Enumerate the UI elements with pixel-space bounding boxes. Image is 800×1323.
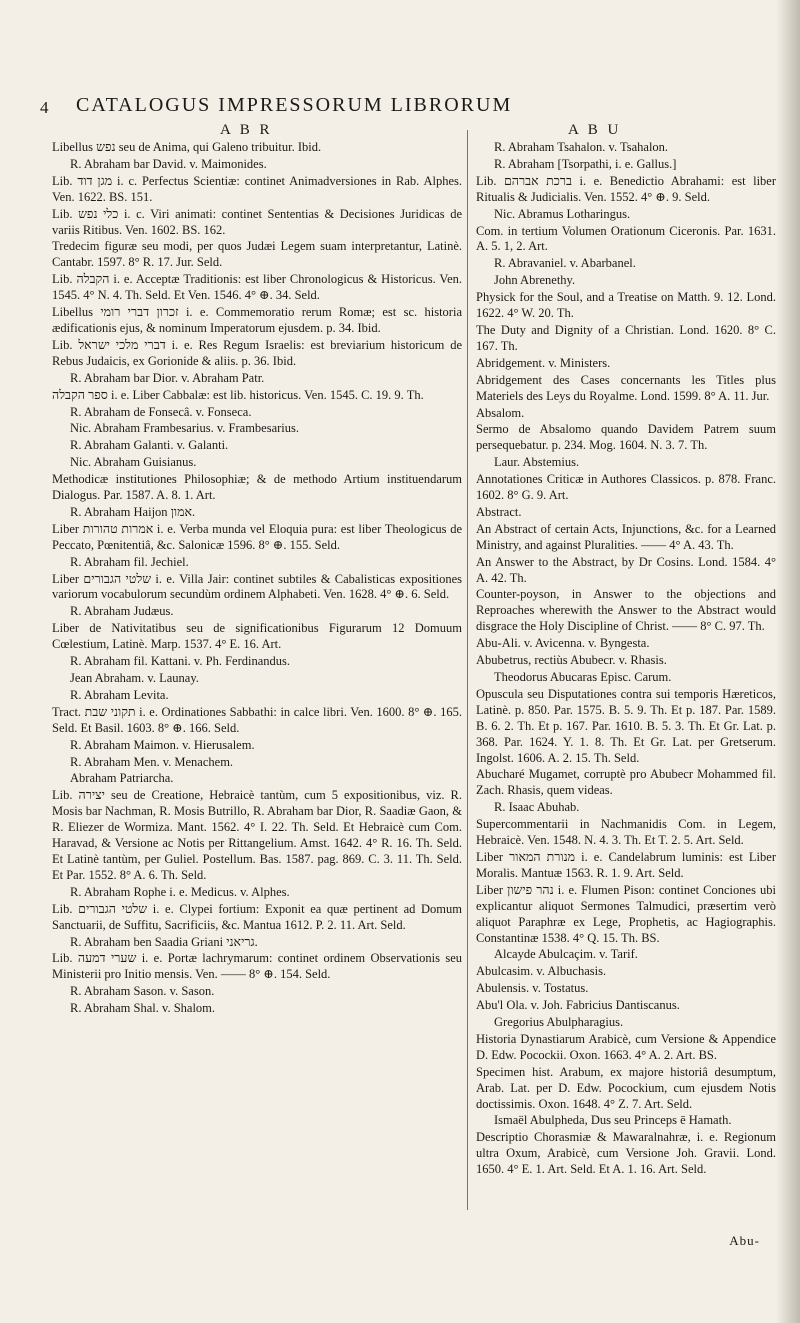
catalogue-entry: Lib. מגן דוד i. c. Perfectus Scientiæ: continet Animadversiones in Rab. Alphes. Ven. 1622. BS. 151. xyxy=(52,173,462,204)
catalogue-entry: John Abrenethy. xyxy=(494,273,576,288)
catalogue-entry: Liber שלטי הגבורים i. e. Villa Jair: continet subtiles & Cabalisticas expositiones variorum vocabulorum secundùm ordinem Alphabeti. Ven. 1628. 4° ⊕. 6. Seld. xyxy=(52,571,463,602)
catalogue-entry: Lib. שערי דמעה i. e. Portæ lachrymarum: continet ordinem Observationis seu Ministerii pro Initio mensis. Ven. —— 8° ⊕. 154. Seld. xyxy=(52,951,462,982)
page-header xyxy=(0,8,800,46)
catalogue-entry: R. Abraham Galanti. v. Galanti. xyxy=(70,438,229,453)
catalogue-entry: R. Abravaniel. v. Abarbanel. xyxy=(494,256,636,271)
catalogue-entry: Abucharé Mugamet, corruptè pro Abubecr Mohammed fil. Zach. Rhasis, quem videas. xyxy=(476,767,776,798)
catalogue-entry: Com. in tertium Volumen Orationum Ciceronis. Par. 1631. A. 5. 1, 2. Art. xyxy=(476,223,776,254)
catalogue-entry: R. Abraham Men. v. Menachem. xyxy=(70,754,234,769)
catalogue-entry: ספר הקבלה i. e. Liber Cabbalæ: est lib. historicus. Ven. 1545. C. 19. 9. Th. xyxy=(52,387,424,402)
catalogue-entry: Annotationes Criticæ in Authores Classicos. p. 878. Franc. 1602. 8° G. 9. Art. xyxy=(476,472,776,503)
catalogue-entry: R. Abraham Maimon. v. Hierusalem. xyxy=(70,737,255,752)
catalogue-entry: Liber de Nativitatibus seu de significationibus Figurarum 12 Domuum Cœlestium, Latinè. Marp. 1537. 4° E. 16. Art. xyxy=(52,621,462,652)
left-column-head: A B R xyxy=(220,122,273,138)
catalogue-entry: R. Abraham Haijon אמון. xyxy=(70,504,196,519)
catalogue-entry: Methodicæ institutiones Philosophiæ; & de methodo Artium instituendarum Dialogus. Par. 1587. A. 8. 1. Art. xyxy=(52,472,462,503)
catalogue-entry: R. Abraham fil. Jechiel. xyxy=(70,554,189,569)
page-number: 4 xyxy=(40,98,49,117)
catalogue-entry: Abu-Ali. v. Avicenna. v. Byngesta. xyxy=(476,636,650,651)
catalogue-entry: R. Abraham bar Dior. v. Abraham Patr. xyxy=(70,370,265,385)
catalogue-entry: Tract. תקוני שבת i. e. Ordinationes Sabbathi: in calce libri. Ven. 1600. 8° ⊕. 165. Seld. Et Basil. 1603. 8° ⊕. 166. Seld. xyxy=(52,704,462,735)
catalogue-entry: R. Abraham [Tsorpathi, i. e. Gallus.] xyxy=(494,156,677,171)
catalogue-entry: Abu'l Ola. v. Joh. Fabricius Dantiscanus. xyxy=(476,998,680,1013)
catalogue-entry: Absalom. xyxy=(476,405,525,420)
catalogue-entry: Nic. Abraham Frambesarius. v. Frambesarius. xyxy=(70,421,299,436)
catalogue-entry: R. Abraham Judæus. xyxy=(70,604,174,619)
catalogue-entry: Historia Dynastiarum Arabicè, cum Versione & Appendice D. Edw. Pocockii. Oxon. 1663. 4° A. 2. Art. BS. xyxy=(476,1031,776,1062)
right-column xyxy=(476,140,776,1179)
catalogue-entry: Libellus זכרון דברי רומי i. e. Commemoratio rerum Romæ; est sc. historia ædificationis ejus, & nominum Imperatorum ejusdem. p. 34. Ibid. xyxy=(52,305,462,335)
column-divider xyxy=(467,130,468,1210)
catalogue-entry: Abridgement. v. Ministers. xyxy=(476,355,611,370)
left-column xyxy=(52,140,462,1018)
catalogue-entry: Gregorius Abulpharagius. xyxy=(494,1015,624,1030)
catalogue-entry: Liber נהר פישון i. e. Flumen Pison: continet Conciones ubi explicantur aliquot Sermones Talmudici, præsertim verò aliquot Paraphræ ex Lege, Prophetis, ac Hagiographis. Constantinæ 1538. 4° Q. 15. Th. BS. xyxy=(476,882,776,945)
catalogue-entry: The Duty and Dignity of a Christian. Lond. 1620. 8° C. 167. Th. xyxy=(476,322,776,353)
catalogue-entry: Nic. Abramus Lotharingus. xyxy=(494,206,631,221)
running-head: CATALOGUS IMPRESSORUM LIBRORUM xyxy=(76,94,513,116)
catalogue-entry: R. Abraham Shal. v. Shalom. xyxy=(70,1001,216,1016)
catalogue-entry: R. Abraham de Fonsecâ. v. Fonseca. xyxy=(70,404,252,419)
catalogue-entry: Descriptio Chorasmiæ & Mawaralnahræ, i. e. Regionum ultra Oxum, Arabicè, cum Versione Joh. Gravii. Lond. 1650. 4° E. 1. Art. Seld. Et A. 1. 16. Art. Seld. xyxy=(476,1130,776,1177)
catalogue-entry: Lib. דברי מלכי ישראל i. e. Res Regum Israelis: est breviarium historicum de Rebus Judaicis, ex Gorionide & aliis. p. 36. Ibid. xyxy=(52,337,462,368)
catalogue-entry: R. Abraham Sason. v. Sason. xyxy=(70,984,215,999)
catalogue-entry: Jean Abraham. v. Launay. xyxy=(70,671,199,685)
catalogue-entry: Abubetrus, rectiùs Abubecr. v. Rhasis. xyxy=(476,653,667,668)
catalogue-entry: Counter-poyson, in Answer to the objections and Reproaches wherewith the Answer to the Abstract would disgrace the Holy Discipline of Christ. —— 8° C. 97. Th. xyxy=(476,587,776,634)
right-column-head: A B U xyxy=(568,122,622,138)
catalogue-entry: R. Abraham Levita. xyxy=(70,687,169,702)
catalogue-entry: R. Isaac Abuhab. xyxy=(494,800,580,815)
catalogue-entry: Opuscula seu Disputationes contra sui temporis Hæreticos, Latinè. p. 850. Par. 1575. B. 5. 9. Th. Et p. 187. Par. 1589. B. 6. 2. Th. Et p. 167. Par. 1610. B. 5. 3. Th. Et Gr. Lat. p. 368. Par. 1624. Y. 1. 8. Th. Et Gr. Lat. per Gretserum. Ingolst. 1606. A. 2. 15. Th. Seld. xyxy=(476,686,776,765)
catalogue-entry: An Answer to the Abstract, by Dr Cosins. Lond. 1584. 4° A. 42. Th. xyxy=(476,554,776,585)
catalogue-entry: R. Abraham bar David. v. Maimonides. xyxy=(70,156,267,171)
catalogue-entry: Lib. שלטי הגבורים i. e. Clypei fortium: Exponit ea quæ pertinent ad Domum Sanctuarii, de Suffitu, Sacrificiis, &c. Mantua 1612. P. 2. 11. Art. Seld. xyxy=(52,901,463,932)
catalogue-entry: Sermo de Absalomo quando Davidem Patrem suum persequebatur. p. 234. Mog. 1604. N. 3. 7. Th. xyxy=(476,422,776,453)
catalogue-entry: R. Abraham ben Saadia Griani גריאני. xyxy=(70,934,258,949)
catalogue-entry: Laur. Abstemius. xyxy=(494,455,580,470)
catalogue-entry: An Abstract of certain Acts, Injunctions, &c. for a Learned Ministry, and against Pluralities. —— 4° A. 43. Th. xyxy=(476,521,776,552)
catalogue-entry: R. Abraham Rophe i. e. Medicus. v. Alphes. xyxy=(70,884,290,899)
catalogue-entry: Lib. הקבלה i. e. Acceptæ Traditionis: est liber Chronologicus & Historicus. Ven. 1545. 4° N. 4. Th. Seld. Et Ven. 1546. 4° ⊕. 34. Seld. xyxy=(52,272,462,303)
catalogue-entry: Lib. כלי נפש i. c. Viri animati: continet Sententias & Decisiones Juridicas de variis Ritibus. Ven. 1602. BS. 162. xyxy=(52,206,463,237)
catalogue-entry: Specimen hist. Arabum, ex majore historiâ desumptum, Arab. Lat. per D. Edw. Pocockium, cum ejusdem Notis doctissimis. Oxon. 1648. 4° Z. 7. Art. Seld. xyxy=(476,1064,776,1111)
catalogue-entry: Abulcasim. v. Albuchasis. xyxy=(476,964,607,979)
catalogue-entry: Lib. ברכת אברהם i. e. Benedictio Abrahami: est liber Ritualis & Judicialis. Ven. 1552. 4° ⊕. 9. Seld. xyxy=(476,173,777,204)
catalogue-entry: Supercommentarii in Nachmanidis Com. in Legem, Hebraicè. Ven. 1548. N. 4. 3. Th. Et T. 2. 5. Art. Seld. xyxy=(476,817,776,848)
catalogue-entry: Nic. Abraham Guisianus. xyxy=(70,455,197,470)
catalogue-entry: Tredecim figuræ seu modi, per quos Judæi Legem suam interpretantur, Latinè. Cantabr. 1597. 8° R. 17. Jur. Seld. xyxy=(52,239,462,270)
catalogue-entry: Liber מנורת המאור i. e. Candelabrum luminis: est Liber Moralis. Mantuæ 1563. R. 1. 9. Art. Seld. xyxy=(476,849,776,880)
catalogue-entry: Ismaël Abulpheda, Dus seu Princeps ē Hamath. xyxy=(494,1113,732,1128)
catalogue-entry: Libellus נפש seu de Anima, qui Galeno tribuitur. Ibid. xyxy=(52,140,322,154)
catalogue-entry: Liber אמרות טהורות i. e. Verba munda vel Eloquia pura: est liber Theologicus de Peccato, Pœnitentiâ, &c. Salonicæ 1596. 8° ⊕. 155. Seld. xyxy=(52,521,462,552)
catalogue-entry: R. Abraham Tsahalon. v. Tsahalon. xyxy=(494,140,669,154)
catalogue-entry: Physick for the Soul, and a Treatise on Matth. 9. 12. Lond. 1622. 4° W. 20. Th. xyxy=(476,290,776,321)
catchword: Abu- xyxy=(729,1233,760,1248)
catalogue-entry: Alcayde Abulcaçim. v. Tarif. xyxy=(494,947,638,962)
catalogue-entry: Theodorus Abucaras Episc. Carum. xyxy=(494,670,672,684)
catalogue-entry: Abstract. xyxy=(476,504,522,519)
catalogue-entry: Abulensis. v. Tostatus. xyxy=(476,981,589,996)
catalogue-entry: Abraham Patriarcha. xyxy=(70,771,174,786)
catalogue-entry: R. Abraham fil. Kattani. v. Ph. Ferdinandus. xyxy=(70,654,290,669)
catalogue-entry: Abridgement des Cases concernants les Titles plus Materiels des Leys du Royalme. Lond. 1599. 8° A. 11. Jur. xyxy=(476,372,776,403)
catalogue-entry: Lib. יצירה seu de Creatione, Hebraicè tantùm, cum 5 expositionibus, viz. R. Mosis bar Nachman, R. Mosis Butrillo, R. Abraham bar Dior, R. Saadiæ Gaon, & R. Eliezer de Wormiza. Mant. 1562. 4° I. 22. Th. Seld. Et Hebraicè cum Com. Haravad, & Versione ac Notis per Rittangelium. Amst. 1642. 4° R. 16. Th. Seld. Et Latinè tantùm, per Guliel. Postellum. Bas. 1587. pag. 869. C. 3. 11. Th. Seld. Et Par. 1552. 8° A. 6. Th. Seld. xyxy=(52,788,463,882)
